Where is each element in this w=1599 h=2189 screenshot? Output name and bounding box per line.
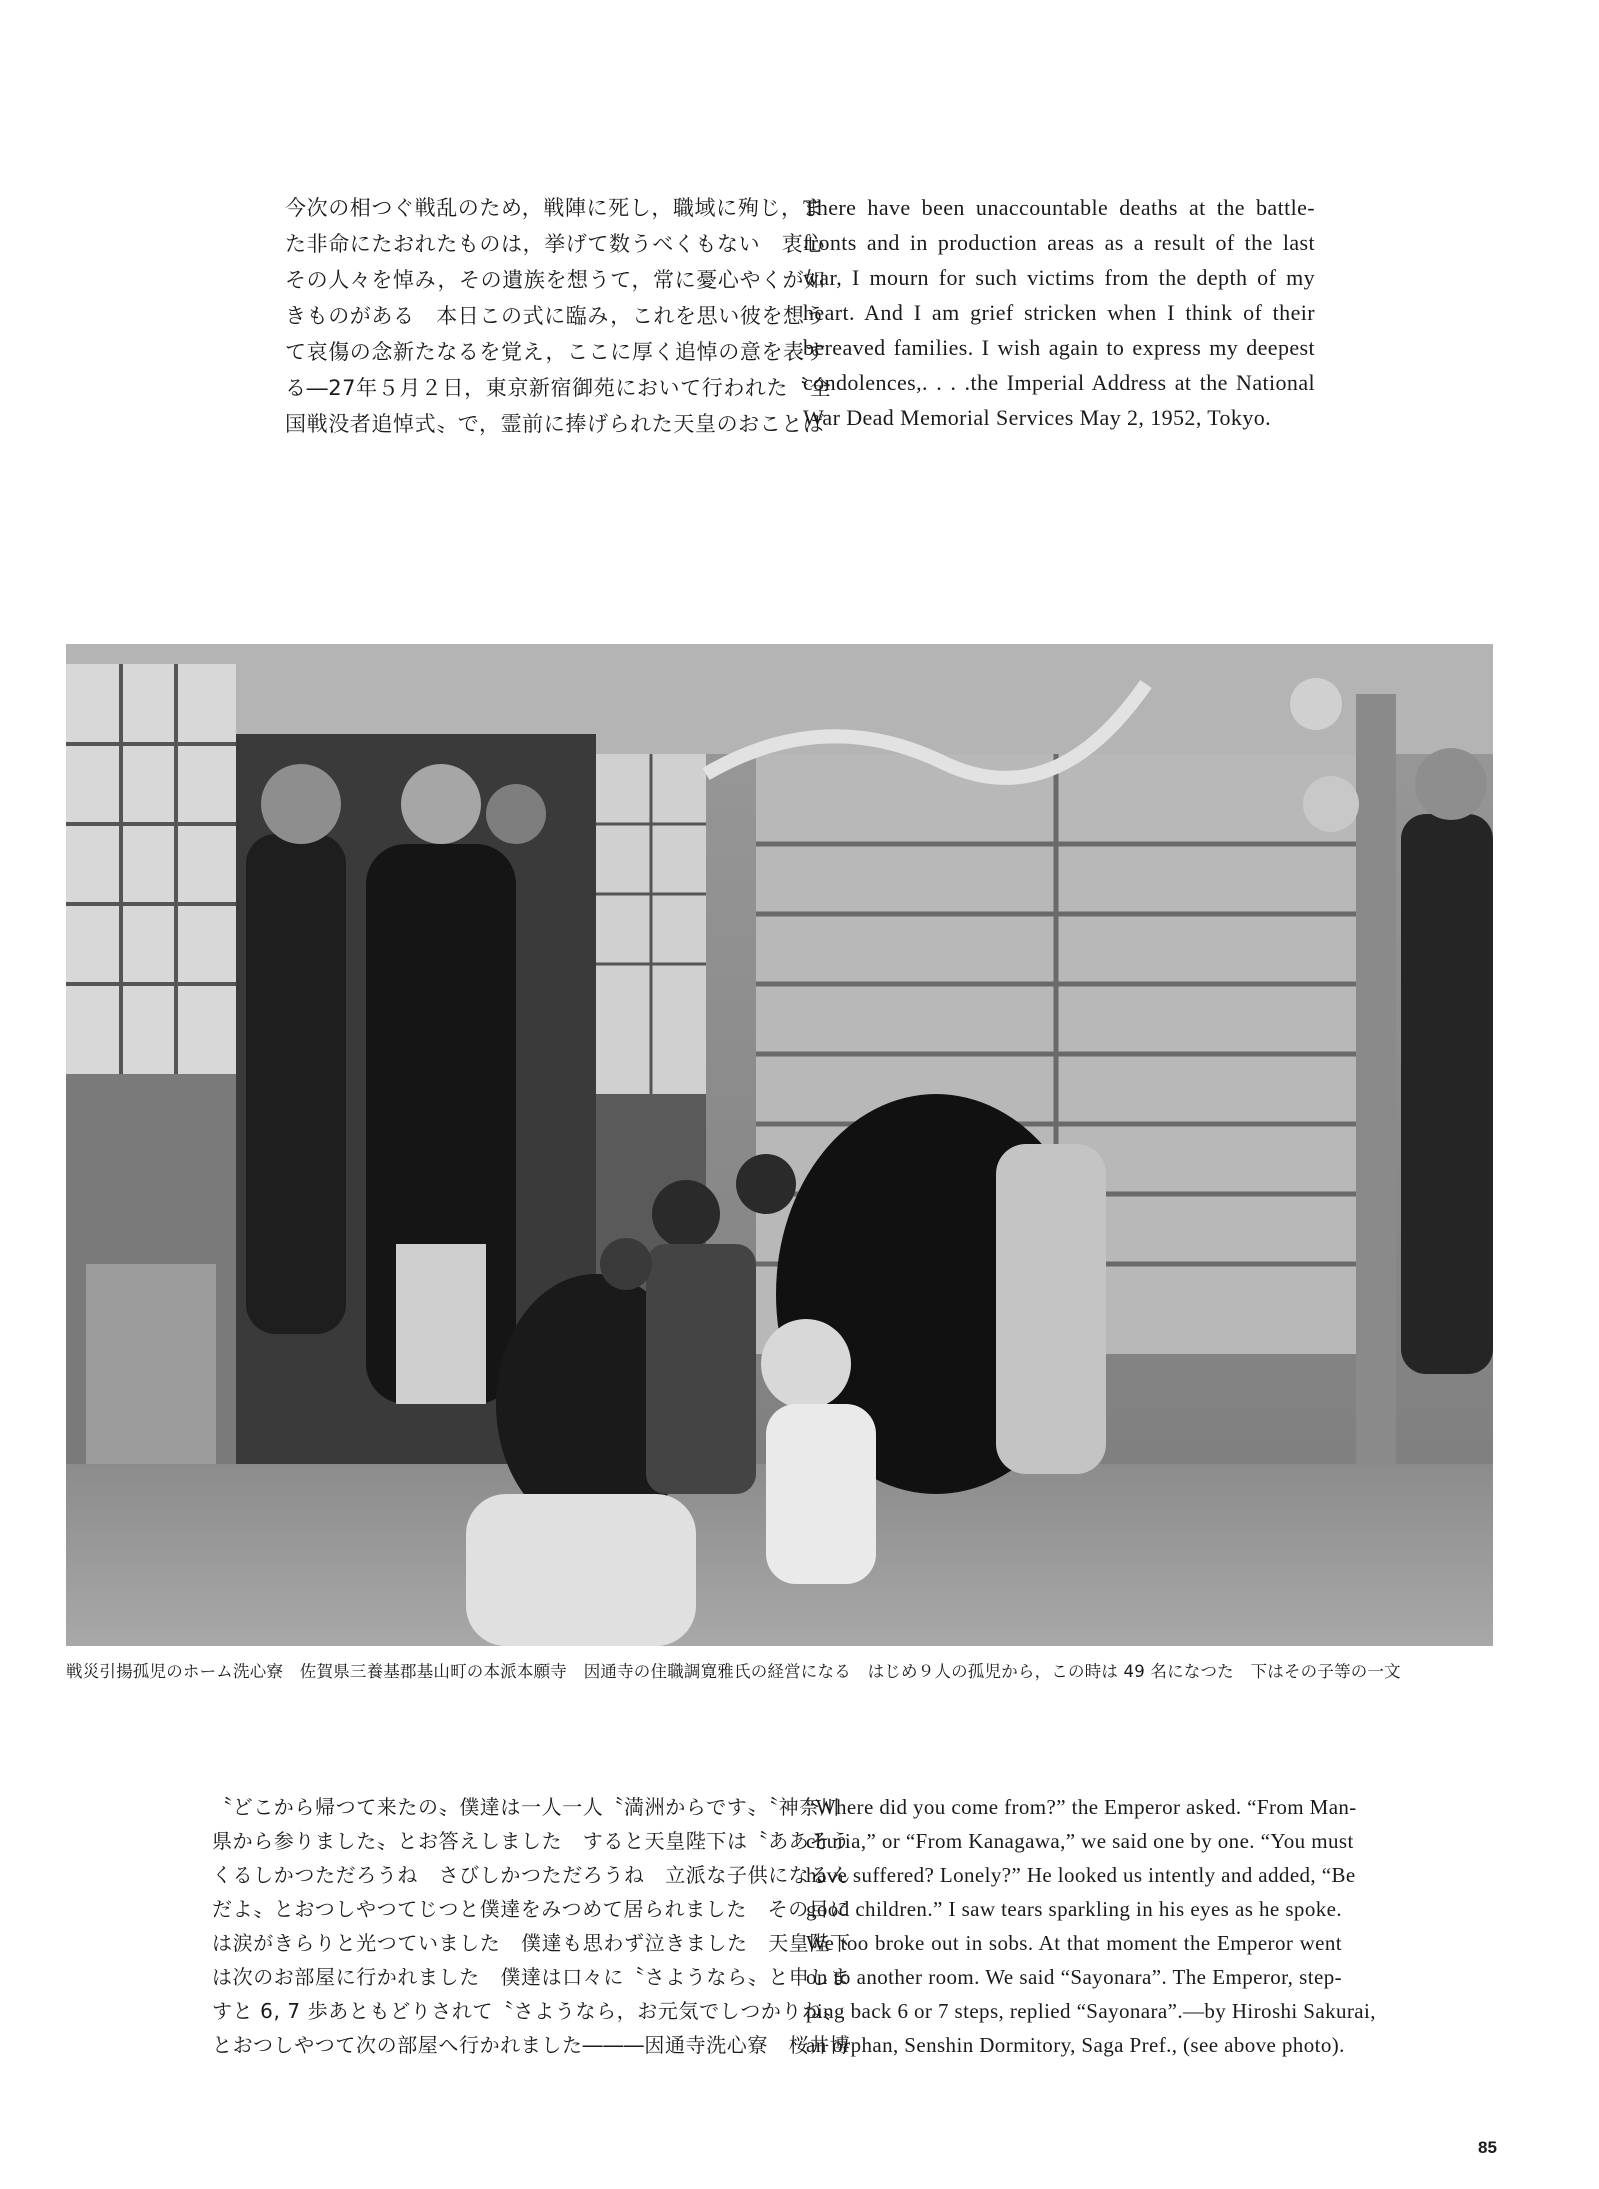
japanese-orphan-account (212, 1790, 851, 2062)
text-line: war, I mourn for such victims from the depth of my (803, 265, 1315, 290)
text-line: 国戦没者追悼式〟で，霊前に捧げられた天皇のおことば (285, 412, 825, 436)
english-imperial-address (803, 190, 1315, 435)
text-line: heart. And I am grief stricken when I think of their (803, 300, 1315, 325)
text-line: good children.” I saw tears sparkling in his eyes as he spoke. (806, 1897, 1342, 1921)
text-line: て哀傷の念新たなるを覚え，ここに厚く追悼の意を表す (285, 340, 827, 364)
text-line: condolences,. . . .the Imperial Address at the National (803, 370, 1315, 395)
page-number: 85 (1478, 2138, 1497, 2157)
text-line: have suffered? Lonely?” He looked us intently and added, “Be (806, 1863, 1356, 1887)
text-line: すと 6, 7 歩あともどりされて〝さようなら，お元気でしつかりね〟 (212, 1999, 844, 2023)
text-line: は次のお部屋に行かれました 僕達は口々に〝さようなら〟と申しま (212, 1965, 851, 1989)
text-line: 県から参りました〟とお答えしました すると天皇陛下は〝ああそう (212, 1829, 851, 1853)
text-line: くるしかつただろうね さびしかつただろうね 立派な子供になるん (212, 1863, 851, 1887)
text-line: きものがある 本日この式に臨み，これを思い彼を想う (285, 304, 827, 328)
text-line: fronts and in production areas as a result of the last (803, 230, 1315, 255)
text-line: We too broke out in sobs. At that moment the Emperor went (806, 1931, 1342, 1955)
text-line: だよ〟とおつしやつてじつと僕達をみつめて居られました その目に (212, 1897, 850, 1921)
text-line: War Dead Memorial Services May 2, 1952, Tokyo. (803, 405, 1272, 430)
text-line: その人々を悼み，その遺族を想うて，常に憂心やくが如 (285, 268, 826, 292)
japanese-imperial-address (285, 190, 832, 442)
orphanage-photo (66, 644, 1493, 1646)
photo-illustration (66, 644, 1493, 1646)
text-line: ping back 6 or 7 steps, replied “Sayonara”.—by Hiroshi Sakurai, (806, 1999, 1376, 2023)
text-line: は涙がきらりと光つていました 僕達も思わず泣きました 天皇陛下 (212, 1931, 851, 1955)
text-line: churia,” or “From Kanagawa,” we said one by one. “You must (806, 1829, 1354, 1853)
text-line: とおつしやつて次の部屋へ行かれました―――因通寺洗心寮 桜井博 (212, 2033, 851, 2057)
text-line: “Where did you come from?” the Emperor asked. “From Man- (806, 1795, 1357, 1819)
text-line: た非命にたおれたものは，挙げて数うべくもない 衷心 (285, 232, 825, 256)
text-line: る―27年５月２日，東京新宿御苑において行われた〝全 (285, 376, 832, 400)
english-orphan-account (806, 1790, 1376, 2062)
text-line: 今次の相つぐ戦乱のため，戦陣に死し，職域に殉じ，ま (285, 196, 825, 220)
text-line: 〝どこから帰つて来たの〟僕達は一人一人〝満洲からです〟〝神奈川 (212, 1795, 841, 1819)
text-line: There have been unaccountable deaths at the battle- (803, 195, 1315, 220)
text-line: bereaved families. I wish again to express my deepest (803, 335, 1315, 360)
photo-caption: 戦災引揚孤児のホーム洗心寮 佐賀県三養基郡基山町の本派本願寺 因通寺の住職調寛雅氏の経営になる はじめ９人の孤児から，この時は 49 名になつた 下はその子等の一文 (66, 1662, 1401, 1681)
text-line: on to another room. We said “Sayonara”. The Emperor, step- (806, 1965, 1342, 1989)
text-line: an orphan, Senshin Dormitory, Saga Pref., (see above photo). (806, 2033, 1345, 2057)
